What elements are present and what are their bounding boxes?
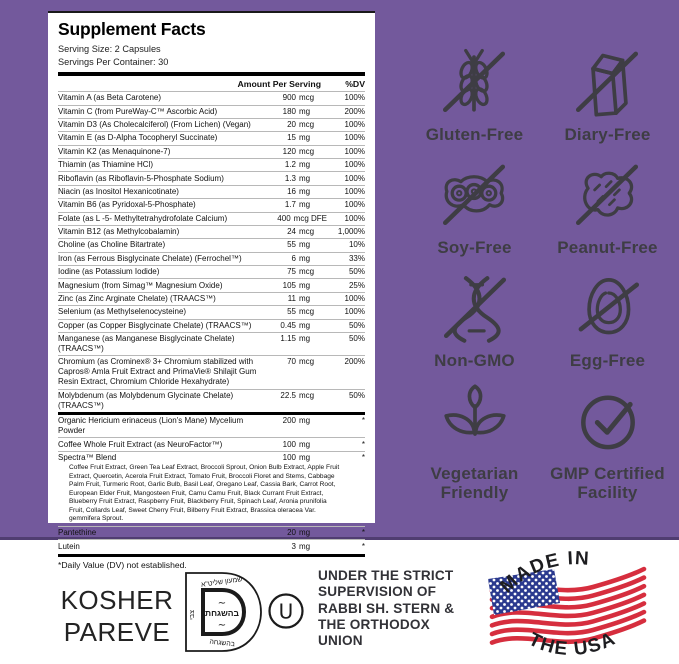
svg-text:U: U	[278, 599, 294, 624]
check-circle-icon	[571, 383, 645, 457]
daily-value: *	[361, 541, 365, 551]
fact-row	[58, 319, 365, 332]
daily-value: 50%	[348, 320, 365, 330]
supervision-text	[318, 568, 458, 650]
nutrient-name: Vitamin D3 (As Cholecalciferol) (From Lichen) (Vegan)	[58, 120, 251, 130]
daily-value: 100%	[344, 173, 365, 183]
fact-row	[58, 212, 365, 225]
supervision-line: UNDER THE STRICT	[318, 568, 454, 583]
amount-per-serving: 22.5 mcg	[280, 390, 315, 400]
fact-row	[58, 185, 365, 198]
badge-vegetarian-friendly	[413, 383, 537, 502]
svg-text:THE USA: THE USA	[525, 628, 620, 661]
svg-text:∼: ∼	[217, 620, 227, 631]
supervision-line: THE ORTHODOX	[318, 616, 430, 632]
fact-row	[58, 526, 365, 539]
amount-per-serving: 11 mg	[287, 293, 311, 303]
supervision-line: RABBI SH. STERN &	[318, 600, 455, 616]
plant-icon	[438, 383, 512, 457]
daily-value: 100%	[344, 160, 365, 170]
daily-value: 100%	[344, 133, 365, 143]
nutrient-name: Thiamin (as Thiamine HCl)	[58, 160, 153, 170]
amount-per-serving-header: Amount Per Serving	[237, 79, 321, 90]
nutrient-name: Folate (as L -5- Methyltetrahydrofolate Calcium)	[58, 213, 228, 223]
badge-label: Gluten-Free	[425, 125, 524, 144]
kosher-line: KOSHER	[60, 585, 174, 615]
fact-row	[58, 292, 365, 305]
badge-peanut-free	[557, 157, 657, 257]
amount-per-serving: 70 mcg	[287, 357, 315, 367]
amount-per-serving: 75 mcg	[287, 267, 315, 277]
nutrient-name: Pantethine	[58, 528, 97, 538]
kosher-pareve-text	[50, 585, 184, 648]
fact-row	[58, 158, 365, 171]
fact-row	[58, 265, 365, 278]
svg-text:MADE IN: MADE IN	[496, 548, 591, 598]
daily-value: 100%	[344, 213, 365, 223]
amount-per-serving: 6 mg	[291, 253, 311, 263]
fact-row	[58, 238, 365, 251]
amount-per-serving: 0.45 mg	[280, 320, 311, 330]
amount-per-serving: 180 mg	[282, 106, 311, 116]
nutrient-name: Chromium (as Crominex® 3+ Chromium stabilized with Capros® Amla Fruit Extract and PrimaVie® Shilajit Gum Resin Extract, Chromium Chloride Hexahydrate)	[58, 357, 257, 387]
amount-per-serving: 1.15 mg	[280, 334, 311, 344]
fact-row	[58, 389, 365, 412]
badge-label: Diary-Free	[564, 125, 651, 144]
amount-per-serving: 1.2 mg	[284, 160, 311, 170]
dv-header: %DV	[345, 79, 365, 90]
supervision-line: UNION	[318, 633, 363, 649]
badge-gmp-certified-facility	[546, 383, 670, 502]
nutrient-name: Coffee Whole Fruit Extract (as NeuroFactor™)	[58, 439, 223, 449]
nutrient-name: Vitamin C (from PureWay-C™ Ascorbic Acid)	[58, 106, 218, 116]
fact-row	[58, 198, 365, 211]
nutrient-name: Vitamin E (as D-Alpha Tocopheryl Succinate)	[58, 133, 218, 143]
daily-value: 100%	[344, 200, 365, 210]
nutrient-name: Iodine (as Potassium Iodide)	[58, 267, 160, 277]
daily-value: 200%	[344, 106, 365, 116]
nutrient-name: Iron (as Ferrous Bisglycinate Chelate) (Ferrochel™)	[58, 253, 242, 263]
amount-per-serving: 120 mcg	[282, 146, 315, 156]
nutrient-name: Molybdenum (as Molybdenum Glycinate Chelate) (TRAACS™)	[58, 390, 234, 410]
amount-per-serving: 100 mg	[282, 439, 311, 449]
supplement-facts-panel	[48, 11, 375, 570]
fact-row	[58, 118, 365, 131]
nutrient-name: Vitamin B6 (as Pyridoxal-5-Phosphate)	[58, 200, 196, 210]
dv-footnote: *Daily Value (DV) not established.	[58, 554, 365, 570]
serving-size: Serving Size: 2 Capsules	[58, 44, 161, 54]
amount-per-serving: 15 mg	[287, 133, 311, 143]
amount-per-serving: 105 mg	[282, 280, 311, 290]
facts-column-headers	[58, 76, 365, 91]
daily-value: 100%	[344, 186, 365, 196]
daily-value: 50%	[348, 334, 365, 344]
daily-value: *	[361, 416, 365, 426]
blend-ingredients: Coffee Fruit Extract, Green Tea Leaf Extract, Broccoli Sprout, Onion Bulb Extract, Apple Fruit Extract, Quercetin, Acerola Fruit Extract, Tomato Fruit, Broccoli Floret and Stems, Cabbage Palm Fruit, Turmeric Root, Garlic Bulb, Basil Leaf, Oregano Leaf, Cassia Bark, Carrot Root, European Elder Fruit, Mangosteen Fruit, Camu Camu Fruit, Black Currant Fruit Extract, Blueberry Fruit Extract, Raspberry Fruit, Blackberry Fruit, Spinach Leaf, Aronia prunifolia Fruit, Collards Leaf, Sweet Cherry Fruit, Bilberry Fruit Extract, Brassica oleracea Var. gemmifera Sprout.	[69, 463, 340, 523]
svg-text:בהשגחת: בהשגחת	[205, 608, 239, 618]
amount-per-serving: 900 mcg	[282, 93, 315, 103]
egg-crossed-icon	[571, 270, 645, 344]
kosher-d-certification-icon	[172, 565, 266, 659]
amount-per-serving: 100 mg	[282, 452, 311, 462]
fact-row	[58, 225, 365, 238]
daily-value: *	[361, 528, 365, 538]
fact-row	[58, 171, 365, 184]
fact-row	[58, 278, 365, 291]
nutrient-name: Vitamin A (as Beta Carotene)	[58, 93, 162, 103]
nutrient-name: Manganese (as Manganese Bisglycinate Chelate) (TRAACS™)	[58, 334, 235, 354]
amount-per-serving: 400 mcg DFE	[277, 213, 327, 223]
daily-value: *	[361, 439, 365, 449]
fact-row	[58, 412, 365, 437]
daily-value: 100%	[344, 293, 365, 303]
fact-row	[58, 105, 365, 118]
nutrient-name: Copper (as Copper Bisglycinate Chelate) (TRAACS™)	[58, 320, 252, 330]
fact-row	[58, 252, 365, 265]
daily-value: *	[361, 452, 365, 462]
servings-per-container: Servings Per Container: 30	[58, 57, 169, 68]
fact-row	[58, 451, 365, 526]
daily-value: 25%	[348, 280, 365, 290]
svg-text:בהשגחה: בהשגחה	[209, 638, 236, 649]
supplement-facts-title: Supplement Facts	[58, 19, 206, 39]
badge-grid	[412, 44, 670, 502]
nutrient-name: Selenium (as Methylselenocysteine)	[58, 307, 187, 317]
amount-per-serving: 20 mg	[287, 528, 311, 538]
fact-row	[58, 332, 365, 355]
svg-text:צבי: צבי	[189, 610, 196, 620]
daily-value: 100%	[344, 307, 365, 317]
orthodox-union-ou-icon	[267, 592, 305, 630]
amount-per-serving: 1.7 mg	[284, 200, 311, 210]
daily-value: 33%	[348, 253, 365, 263]
nutrient-name: Niacin (as Inositol Hexanicotinate)	[58, 186, 179, 196]
daily-value: 50%	[348, 390, 365, 400]
daily-value: 10%	[348, 240, 365, 250]
wheat-crossed-icon	[437, 44, 511, 118]
fact-row	[58, 539, 365, 552]
pareve-line: PAREVE	[63, 616, 171, 647]
nutrient-name: Magnesium (from Simag™ Magnesium Oxide)	[58, 280, 223, 290]
badge-label: Vegetarian Friendly	[430, 464, 519, 503]
nutrient-name: Spectra™ Blend	[58, 452, 117, 462]
facts-rows	[58, 91, 365, 553]
badge-soy-free	[437, 157, 511, 257]
daily-value: 1,000%	[337, 227, 365, 237]
amount-per-serving: 16 mg	[287, 186, 311, 196]
amount-per-serving: 55 mg	[287, 240, 311, 250]
badge-gluten-free	[426, 44, 524, 144]
badge-label: GMP Certified Facility	[550, 464, 665, 503]
daily-value: 100%	[344, 93, 365, 103]
amount-per-serving: 1.3 mg	[284, 173, 311, 183]
fact-row	[58, 355, 365, 388]
daily-value: 50%	[348, 267, 365, 277]
amount-per-serving: 24 mcg	[287, 227, 315, 237]
badge-label: Peanut-Free	[557, 238, 658, 258]
nutrient-name: Riboflavin (as Riboflavin-5-Phosphate Sodium)	[58, 173, 224, 183]
peanut-crossed-icon	[570, 157, 644, 231]
daily-value: 200%	[344, 357, 365, 367]
made-in-usa-flag-icon	[478, 543, 656, 663]
daily-value: 100%	[344, 146, 365, 156]
nutrient-name: Organic Hericium erinaceus (Lion's Mane) Mycelium Powder	[58, 416, 244, 436]
svg-text:∼: ∼	[217, 598, 227, 609]
badge-label: Soy-Free	[437, 238, 512, 258]
amount-per-serving: 3 mg	[291, 541, 311, 551]
amount-per-serving: 55 mcg	[287, 307, 315, 317]
dna-crossed-icon	[438, 270, 512, 344]
nutrient-name: Vitamin B12 (as Methylcobalamin)	[58, 227, 180, 237]
svg-text:שמעון שליט"א: שמעון שליט"א	[200, 576, 243, 589]
badge-label: Non-GMO	[434, 351, 515, 371]
milk-carton-crossed-icon	[570, 44, 644, 118]
badge-non-gmo	[434, 270, 515, 370]
amount-per-serving: 200 mg	[282, 416, 311, 426]
badge-egg-free	[570, 270, 645, 370]
fact-row	[58, 145, 365, 158]
amount-per-serving: 20 mcg	[287, 120, 315, 130]
nutrient-name: Vitamin K2 (as Menaquinone-7)	[58, 146, 171, 156]
fact-row	[58, 91, 365, 104]
supervision-line: SUPERVISION OF	[318, 584, 437, 600]
fact-row	[58, 131, 365, 144]
fact-row	[58, 437, 365, 450]
badge-diary-free	[564, 44, 650, 144]
badge-label: Egg-Free	[569, 351, 646, 371]
daily-value: 100%	[344, 120, 365, 130]
nutrient-name: Choline (as Choline Bitartrate)	[58, 240, 166, 250]
nutrient-name: Zinc (as Zinc Arginate Chelate) (TRAACS™)	[58, 293, 216, 303]
fact-row	[58, 305, 365, 318]
nutrient-name: Lutein	[58, 541, 80, 551]
soybeans-crossed-icon	[437, 157, 511, 231]
